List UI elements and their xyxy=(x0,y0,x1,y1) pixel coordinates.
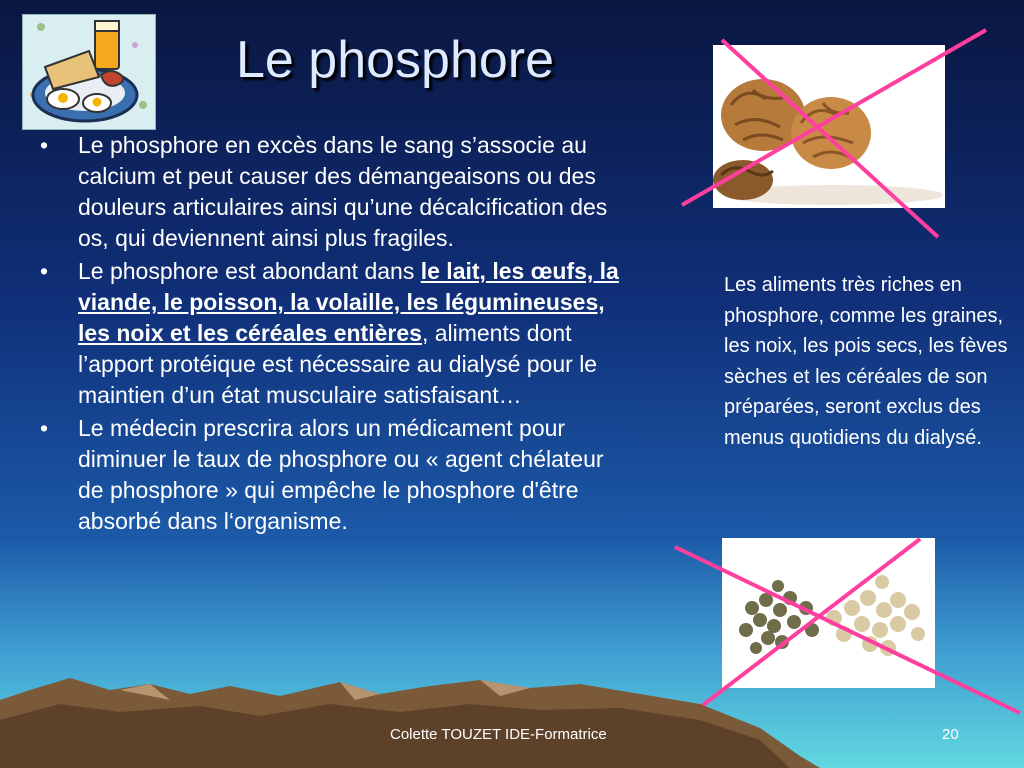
bullet-list xyxy=(40,130,620,539)
bullet-text-before: Le phosphore est abondant dans xyxy=(78,258,421,284)
bullet-item xyxy=(40,413,620,537)
mountain-range xyxy=(0,660,1024,768)
bullet-item xyxy=(40,130,620,254)
page-number: 20 xyxy=(942,726,959,743)
bullet-emphasis: le lait, les œufs, la viande, le poisson, la volaille, les légumineuses, les noix et les céréales entières xyxy=(78,258,619,346)
footer-author: Colette TOUZET IDE-Formatrice xyxy=(390,726,607,743)
walnuts-cross-mark xyxy=(680,25,980,245)
bullet-text: Le phosphore en excès dans le sang s’associe au calcium et peut causer des démangeaisons ou des douleurs articulaires ainsi qu’une décalcification des os, qui deviennent ainsi plus fragiles. xyxy=(78,132,608,251)
side-note: Les aliments très riches en phosphore, comme les graines, les noix, les pois secs, les fèves sèches et les céréales de son préparées, seront exclus des menus quotidiens du dialysé. xyxy=(724,274,1008,449)
breakfast-clipart xyxy=(22,14,156,130)
bullet-text: Le médecin prescrira alors un médicament pour diminuer le taux de phosphore ou « agent chélateur de phosphore » qui empêche le phosphore d'être absorbé dans l‘organisme. xyxy=(78,415,604,534)
bullet-text-after: , aliments dont l’apport protéique est nécessaire au dialysé pour le maintien d’un état musculaire satisfaisant… xyxy=(78,320,598,408)
slide-title: Le phosphore xyxy=(236,31,555,89)
bullet-symbol: • xyxy=(40,258,49,284)
bullet-item xyxy=(40,256,620,411)
bullet-symbol: • xyxy=(40,132,49,158)
bullet-symbol: • xyxy=(40,415,49,441)
